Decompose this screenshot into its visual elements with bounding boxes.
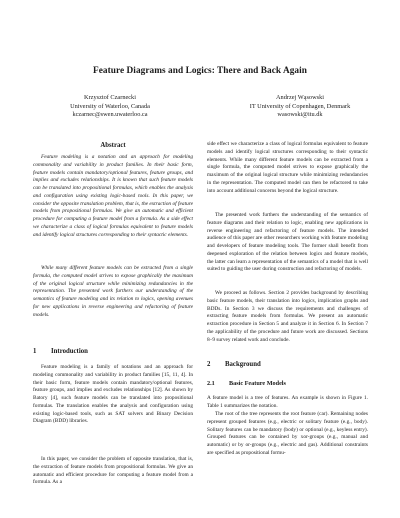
section-title: Introduction [51, 348, 88, 355]
author-email: kczarnec@swen.uwaterloo.ca [72, 111, 148, 119]
author-block-2 [210, 94, 390, 120]
author-affiliation: University of Waterloo, Canada [70, 102, 150, 110]
section-number: 2 [207, 361, 211, 368]
section-heading-background [207, 361, 261, 368]
author-email: wasowski@itu.dk [277, 111, 323, 119]
abstract-paragraph-2: While many different feature models can be extracted from a single formula, the computed model strives to expose graphically the maximum of the original logical structure while minimizing redundancies in the representation. The presented work furthers our understanding of the semantics of feature modeling and its relation to logics, opening avenues for new applications in reverse engineering and refactoring of feature models. [33, 265, 193, 318]
author-block-1 [30, 94, 190, 120]
intro-paragraph-5: We proceed as follows. Section 2 provides background by describing basic feature models, their translation into logics, implication graphs and BDDs. In Section 3 we discuss the requirements and challenges of extracting feature models from formulas. We present an automatic extraction procedure in Section 5 and analyze it in Section 6. In Section 7 the applicability of the procedure and future work are discussed. Sections 8–9 survey related work and conclude. [207, 290, 368, 343]
subsection-title: Basic Feature Models [229, 380, 286, 387]
section-title: Background [225, 361, 261, 368]
author-affiliation: IT University of Copenhagen, Denmark [249, 102, 351, 110]
section-heading-introduction [33, 348, 88, 355]
intro-paragraph-3: side effect we characterize a class of logical formulas equivalent to feature models and identify logical structures corresponding to their syntactic elements. While many different feature models can be extracted from a single formula, the computed model strives to expose graphically the maximum of the original logical structure while minimizing redundancies in the representation. The computed model can then be refactored to take into account additional concerns beyond the logical structure. [207, 141, 368, 194]
abstract-heading: Abstract [100, 142, 126, 149]
intro-paragraph-4: The presented work furthers the understanding of the semantics of feature diagrams and their relation to logic, enabling new applications in reverse engineering and refactoring of feature models. The intended audience of this paper are other researchers working with feature modeling and developers of feature modeling tools. The former shall benefit from deepened exploration of the relation between logics and feature models, the latter can learn a representation of the semantics of a model that is well suited to guiding the user during construction and refactoring of models. [207, 212, 368, 273]
subsection-number: 2.1 [207, 380, 215, 387]
paper-title: Feature Diagrams and Logics: There and Back Again [93, 66, 307, 76]
author-name: Krzysztof Czarnecki [84, 94, 136, 101]
abstract-paragraph-1: Feature modeling is a notation and an approach for modeling commonality and variability in product families. In their basic form, feature models contain mandatory/optional features, feature groups, and implies and excludes relationships. It is known that such feature models can be translated into propositional formulas, which enables the analysis and configuration using existing logic-based tools. In this paper, we consider the opposite translation problem, that is, the extraction of feature models from propositional formulas. We give an automatic and efficient procedure for computing a feature model from a formula. As a side effect we characterize a class of logical formulas equivalent to feature models and identify logical structures corresponding to their syntactic elements. [33, 154, 193, 238]
background-paragraph-1: A feature model is a tree of features. An example is shown in Figure 1. Table 1 summarizes the notation. [207, 395, 368, 409]
background-paragraph-2: The root of the tree represents the root feature (car). Remaining nodes represent grouped features (e.g., electric or solitary feature (e.g., body). Solitary features can be mandatory (body) or optional (e.g., keyless entry). Grouped features can be contained by xor-groups (e.g., manual and automatic) or by or-groups (e.g., electric and gas). Additional constraints are specified as propositional formu- [207, 411, 368, 456]
author-name: Andrzej Wąsowski [276, 94, 324, 101]
intro-paragraph-2: In this paper, we consider the problem of opposite translation, that is, the extraction of feature models from propositional formulas. We give an automatic and efficient procedure for computing a feature model from a formula. As a [33, 456, 193, 486]
section-number: 1 [33, 348, 37, 355]
subsection-heading-basic-feature-models [207, 380, 286, 387]
intro-paragraph-1: Feature modeling is a family of notations and an approach for modeling commonality and variability in product families [15, 11, 4]. In their basic form, feature models contain mandatory/optional features, feature groups, and implies and excludes relationships [12]. As shown by Batory [4], such feature models can be translated into propositional formulas. The translation enables the analysis and configuration using existing logic-based tools, such as SAT solvers and Binary Decision Diagram (BDD) libraries. [33, 364, 193, 425]
